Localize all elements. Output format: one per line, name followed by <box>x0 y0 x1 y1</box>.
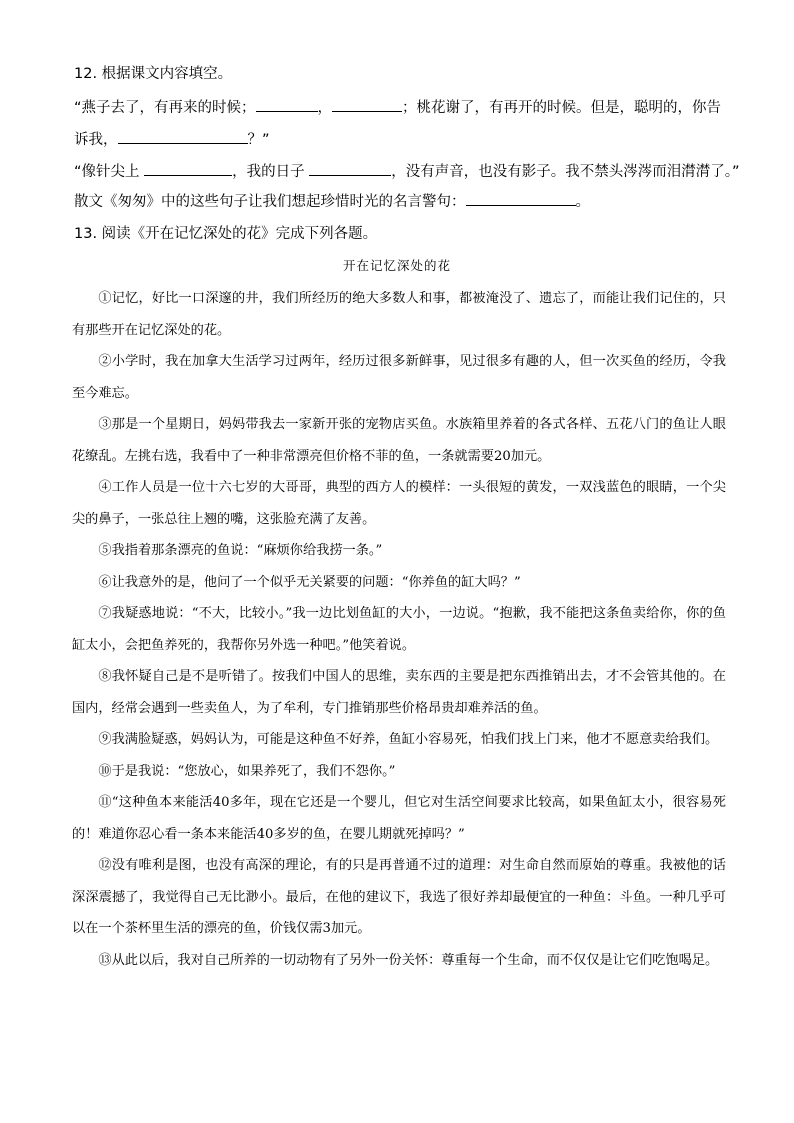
fill-blank[interactable] <box>309 160 391 176</box>
paragraph-11: ⑪“这种鱼本来能活40多年，现在它还是一个婴儿，但它对生活空间要求比较高，如果鱼缸太小，很容易死的！难道你忍心看一条本来能活40多岁的鱼，在婴儿期就死掉吗？” <box>72 795 726 842</box>
paragraph-3: ③那是一个星期日，妈妈带我去一家新开张的宠物店买鱼。水族箱里养着的各式各样、五花八门的鱼让人眼花缭乱。左挑右选，我看中了一种非常漂亮但价格不菲的鱼，一条就需要20加元。 <box>72 417 726 464</box>
paragraph-1: ①记忆，好比一口深邃的井，我们所经历的绝大多数人和事，都被淹没了、遗忘了，而能让我们记住的，只有那些开在记忆深处的花。 <box>72 291 726 338</box>
fill-blank[interactable] <box>256 96 318 112</box>
question-12-line-1 <box>74 96 721 118</box>
paragraph-8: ⑧我怀疑自己是不是听错了。按我们中国人的思维，卖东西的主要是把东西推销出去，才不会管其他的。在国内，经常会遇到一些卖鱼人，为了牟利，专门推销那些价格昂贵却难养活的鱼。 <box>72 669 726 716</box>
text-segment: ；桃花谢了，有再开的时候。但是，聪明的，你告 <box>402 100 722 116</box>
article-title: 开在记忆深处的花 <box>342 258 451 273</box>
text-segment: 。 <box>575 194 590 210</box>
paragraph-4: ④工作人员是一位十六七岁的大哥哥，典型的西方人的模样：一头很短的黄发，一双浅蓝色的眼睛，一个尖尖的鼻子，一张总往上翘的嘴，这张脸充满了友善。 <box>72 480 726 527</box>
text-segment: ？” <box>247 132 270 148</box>
question-12-line-3 <box>74 160 740 182</box>
paragraph-13: ⑬从此以后，我对自己所养的一切动物有了另外一份关怀：尊重每一个生命，而不仅仅是让它们吃饱喝足。 <box>98 952 719 968</box>
paragraph-12: ⑫没有唯利是图，也没有高深的理论，有的只是再普通不过的道理：对生命自然而原始的尊重。我被他的话深深震撼了，我觉得自己无比渺小。最后，在他的建议下，我选了很好养却最便宜的一种鱼：斗鱼。一种几乎可以在一个茶杯里生活的漂亮的鱼，价钱仅需3加元。 <box>72 858 726 936</box>
article-body <box>72 283 726 976</box>
paragraph-7: ⑦我疑惑地说：“不大，比较小。”我一边比划鱼缸的大小，一边说。“抱歉，我不能把这条鱼卖给你，你的鱼缸太小，会把鱼养死的，我帮你另外选一种吧。”他笑着说。 <box>72 606 726 653</box>
paragraph-10: ⑩于是我说：“您放心，如果养死了，我们不怨你。” <box>98 763 396 779</box>
question-12-line-2 <box>74 128 270 150</box>
paragraph-5: ⑤我指着那条漂亮的鱼说：“麻烦你给我捞一条。” <box>98 543 383 558</box>
question-13-heading: 13. 阅读《开在记忆深处的花》完成下列各题。 <box>74 226 378 242</box>
fill-blank[interactable] <box>118 128 248 144</box>
text-segment: ，我的日子 <box>232 164 310 180</box>
fill-blank[interactable] <box>144 160 232 176</box>
text-segment: “像针尖上 <box>74 164 145 180</box>
text-segment: “燕子去了，有再来的时候； <box>74 100 256 116</box>
paragraph-6: ⑥让我意外的是，他问了一个似乎无关紧要的问题：“你养鱼的缸大吗？” <box>98 574 521 590</box>
question-12-heading: 12. 根据课文内容填空。 <box>74 66 233 82</box>
question-12-line-4 <box>74 190 590 212</box>
text-segment: 诉我， <box>74 132 118 148</box>
fill-blank[interactable] <box>466 190 576 206</box>
paragraph-9: ⑨我满脸疑惑，妈妈认为，可能是这种鱼不好养，鱼缸小容易死，怕我们找上门来，他才不愿意卖给我们。 <box>98 732 719 747</box>
fill-blank[interactable] <box>332 96 402 112</box>
text-segment: ，没有声音，也没有影子。我不禁头涔涔而泪潸潸了。” <box>391 164 740 180</box>
text-segment: ， <box>317 100 333 116</box>
paragraph-2: ②小学时，我在加拿大生活学习过两年，经历过很多新鲜事，见过很多有趣的人，但一次买鱼的经历，令我至今难忘。 <box>72 354 726 401</box>
text-segment: 散文《匆匆》中的这些句子让我们想起珍惜时光的名言警句： <box>74 194 466 210</box>
